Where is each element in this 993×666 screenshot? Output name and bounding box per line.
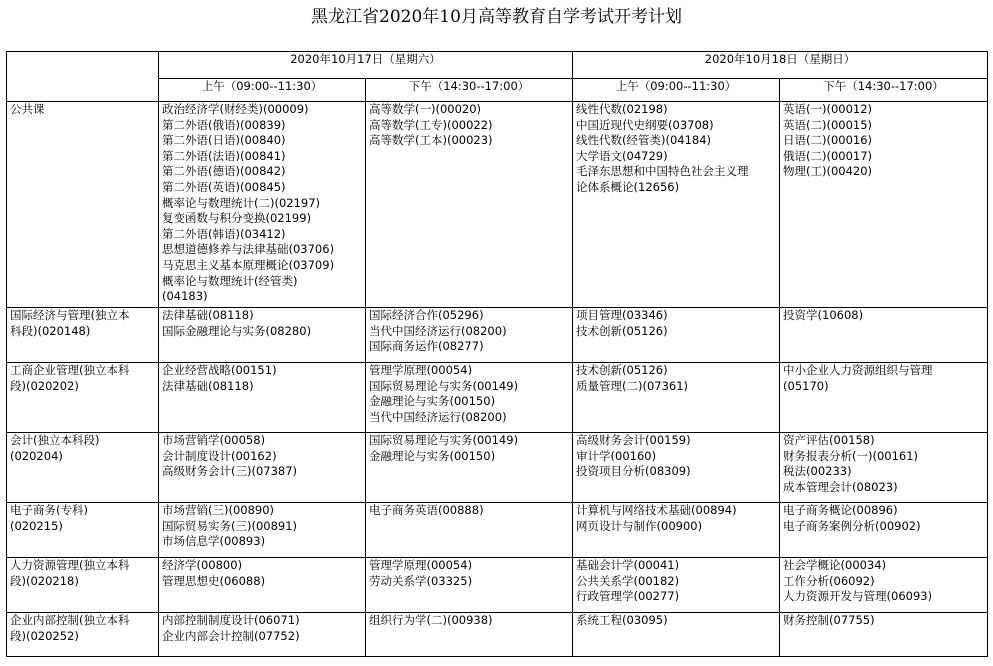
subjects-cell-day2-morning bbox=[573, 613, 780, 657]
table-row bbox=[7, 433, 988, 503]
subject-item: 电子商务案例分析(00902) bbox=[783, 518, 921, 533]
subjects-cell-day2-morning bbox=[573, 102, 780, 308]
subjects-cell-day2-morning bbox=[573, 558, 780, 613]
subject-item: 第二外语(日语)(00840) bbox=[162, 133, 286, 148]
corner-cell bbox=[7, 52, 159, 102]
subject-item: 市场营销学(00058) bbox=[162, 433, 266, 447]
subjects-cell-day2-morning bbox=[573, 503, 780, 558]
subject-item: 高等数学(工本)(00023) bbox=[369, 133, 493, 148]
table-row bbox=[7, 613, 988, 657]
subject-item: 社会学概论(00034) bbox=[783, 558, 887, 572]
subject-item: 行政管理学(00277) bbox=[576, 589, 680, 604]
subject-item: (05170) bbox=[783, 378, 829, 393]
subject-item: 系统工程(03095) bbox=[576, 613, 668, 627]
subject-item: 高等数学(一)(00020) bbox=[369, 102, 482, 116]
subjects-cell-day2-morning bbox=[573, 308, 780, 363]
subject-item: 大学语文(04729) bbox=[576, 148, 668, 163]
major-name-cell bbox=[7, 558, 159, 613]
subject-item: 组织行为学(二)(00938) bbox=[369, 613, 493, 627]
table-row bbox=[7, 308, 988, 363]
subject-item: 计算机与网络技术基础(00894) bbox=[576, 503, 737, 517]
subject-item: 中国近现代史纲要(03708) bbox=[576, 117, 714, 132]
major-name-line: 科段)(020148) bbox=[10, 323, 91, 338]
subject-item: 高级财务会计(00159) bbox=[576, 433, 691, 447]
subject-item: 项目管理(03346) bbox=[576, 308, 668, 322]
subject-item: 政治经济学(财经类)(00009) bbox=[162, 102, 309, 116]
subject-item: 思想道德修养与法律基础(03706) bbox=[162, 242, 335, 257]
session-header-day2-afternoon: 下午（14:30--17:00） bbox=[780, 79, 988, 102]
major-name-line: 国际经济与管理(独立本 bbox=[10, 308, 130, 322]
subject-item: 工作分析(06092) bbox=[783, 573, 875, 588]
subject-item: 当代中国经济运行(08200) bbox=[369, 409, 507, 424]
subject-item: 俄语(二)(00017) bbox=[783, 148, 873, 163]
subjects-cell-day2-afternoon bbox=[780, 102, 988, 308]
date-header-day1: 2020年10月17日（星期六） bbox=[159, 52, 573, 79]
subjects-cell-day1-morning bbox=[159, 102, 366, 308]
major-name-cell bbox=[7, 433, 159, 503]
subject-item: 网页设计与制作(00900) bbox=[576, 518, 703, 533]
subject-item: 金融理论与实务(00150) bbox=[369, 394, 496, 409]
subject-item: 国际贸易实务(三)(00891) bbox=[162, 518, 298, 533]
subject-item: 第二外语(韩语)(03412) bbox=[162, 226, 286, 241]
subject-item: 管理学原理(00054) bbox=[369, 558, 473, 572]
subject-item: 英语(一)(00012) bbox=[783, 102, 873, 116]
subjects-cell-day2-morning bbox=[573, 363, 780, 433]
subjects-cell-day1-afternoon bbox=[366, 558, 573, 613]
subject-item: 人力资源开发与管理(06093) bbox=[783, 589, 933, 604]
subject-item: 高级财务会计(三)(07387) bbox=[162, 464, 298, 479]
subject-item: 企业经营战略(00151) bbox=[162, 363, 277, 377]
major-name-line: 公共课 bbox=[10, 102, 45, 116]
subject-item: 审计学(00160) bbox=[576, 448, 657, 463]
subjects-cell-day1-afternoon bbox=[366, 363, 573, 433]
subjects-cell-day2-afternoon bbox=[780, 363, 988, 433]
subject-item: 论体系概论(12656) bbox=[576, 179, 680, 194]
subjects-cell-day1-morning bbox=[159, 613, 366, 657]
table-row bbox=[7, 503, 988, 558]
major-name-line: (020204) bbox=[10, 448, 63, 463]
subject-item: 第二外语(英语)(00845) bbox=[162, 179, 286, 194]
subjects-cell-day1-afternoon bbox=[366, 433, 573, 503]
subject-item: 法律基础(08118) bbox=[162, 378, 254, 393]
exam-schedule-table bbox=[6, 51, 988, 657]
table-row bbox=[7, 558, 988, 613]
major-name-cell bbox=[7, 308, 159, 363]
major-name-cell bbox=[7, 503, 159, 558]
subjects-cell-day1-morning bbox=[159, 363, 366, 433]
subject-item: 第二外语(德语)(00842) bbox=[162, 164, 286, 179]
subject-item: 财务报表分析(一)(00161) bbox=[783, 448, 919, 463]
subject-item: 技术创新(05126) bbox=[576, 363, 668, 377]
subject-item: 英语(二)(00015) bbox=[783, 117, 873, 132]
subjects-cell-day2-afternoon bbox=[780, 433, 988, 503]
subject-item: 财务控制(07755) bbox=[783, 613, 875, 627]
subject-item: 复变函数与积分变换(02199) bbox=[162, 211, 312, 226]
major-name-line: 段)(020218) bbox=[10, 573, 79, 588]
subjects-cell-day1-morning bbox=[159, 308, 366, 363]
subjects-cell-day2-afternoon bbox=[780, 613, 988, 657]
major-name-cell bbox=[7, 102, 159, 308]
major-name-line: 工商企业管理(独立本科 bbox=[10, 363, 130, 377]
major-name-line: 电子商务(专科) bbox=[10, 503, 88, 517]
subjects-cell-day1-afternoon bbox=[366, 613, 573, 657]
subject-item: 企业内部会计控制(07752) bbox=[162, 628, 300, 643]
table-row bbox=[7, 102, 988, 308]
subject-item: 国际贸易理论与实务(00149) bbox=[369, 378, 519, 393]
subject-item: 资产评估(00158) bbox=[783, 433, 875, 447]
subjects-cell-day1-afternoon bbox=[366, 308, 573, 363]
subject-item: 成本管理会计(08023) bbox=[783, 479, 898, 494]
subject-item: 国际经济合作(05296) bbox=[369, 308, 484, 322]
subjects-cell-day1-morning bbox=[159, 558, 366, 613]
subject-item: 第二外语(俄语)(00839) bbox=[162, 117, 286, 132]
subject-item: (04183) bbox=[162, 289, 208, 304]
subjects-cell-day2-afternoon bbox=[780, 558, 988, 613]
major-name-line: 段)(020252) bbox=[10, 628, 79, 643]
subject-item: 当代中国经济运行(08200) bbox=[369, 323, 507, 338]
subject-item: 税法(00233) bbox=[783, 464, 852, 479]
subject-item: 国际金融理论与实务(08280) bbox=[162, 323, 312, 338]
subject-item: 管理学原理(00054) bbox=[369, 363, 473, 377]
subject-item: 电子商务英语(00888) bbox=[369, 503, 484, 517]
subject-item: 马克思主义基本原理概论(03709) bbox=[162, 257, 335, 272]
subject-item: 质量管理(二)(07361) bbox=[576, 378, 689, 393]
subject-item: 内部控制制度设计(06071) bbox=[162, 613, 300, 627]
date-header-day2: 2020年10月18日（星期日） bbox=[573, 52, 988, 79]
subject-item: 基础会计学(00041) bbox=[576, 558, 680, 572]
major-name-line: 企业内部控制(独立本科 bbox=[10, 613, 130, 627]
session-header-day1-morning: 上午（09:00--11:30） bbox=[159, 79, 366, 102]
subject-item: 电子商务概论(00896) bbox=[783, 503, 898, 517]
subject-item: 国际贸易理论与实务(00149) bbox=[369, 433, 519, 447]
major-name-cell bbox=[7, 363, 159, 433]
subject-item: 线性代数(02198) bbox=[576, 102, 668, 116]
subject-item: 第二外语(法语)(00841) bbox=[162, 148, 286, 163]
subject-item: 投资项目分析(08309) bbox=[576, 464, 691, 479]
subject-item: 劳动关系学(03325) bbox=[369, 573, 473, 588]
subject-item: 市场营销(三)(00890) bbox=[162, 503, 275, 517]
subject-item: 毛泽东思想和中国特色社会主义理 bbox=[576, 164, 749, 179]
subject-item: 中小企业人力资源组织与管理 bbox=[783, 363, 933, 377]
subject-item: 经济学(00800) bbox=[162, 558, 243, 572]
subject-item: 市场信息学(00893) bbox=[162, 534, 266, 549]
subject-item: 概率论与数理统计(经管类) bbox=[162, 273, 298, 288]
major-name-line: 段)(020202) bbox=[10, 378, 79, 393]
subject-item: 管理思想史(06088) bbox=[162, 573, 266, 588]
session-header-day2-morning: 上午（09:00--11:30） bbox=[573, 79, 780, 102]
subjects-cell-day1-morning bbox=[159, 433, 366, 503]
subject-item: 概率论与数理统计(二)(02197) bbox=[162, 195, 321, 210]
subject-item: 会计制度设计(00162) bbox=[162, 448, 277, 463]
subjects-cell-day2-afternoon bbox=[780, 308, 988, 363]
subject-item: 高等数学(工专)(00022) bbox=[369, 117, 493, 132]
subject-item: 物理(工)(00420) bbox=[783, 164, 873, 179]
subject-item: 金融理论与实务(00150) bbox=[369, 448, 496, 463]
subject-item: 线性代数(经管类)(04184) bbox=[576, 133, 712, 148]
session-header-day1-afternoon: 下午（14:30--17:00） bbox=[366, 79, 573, 102]
date-header-row bbox=[7, 52, 988, 79]
subjects-cell-day2-afternoon bbox=[780, 503, 988, 558]
subject-item: 国际商务运作(08277) bbox=[369, 339, 484, 354]
subjects-cell-day1-morning bbox=[159, 503, 366, 558]
subject-item: 投资学(10608) bbox=[783, 308, 864, 322]
subjects-cell-day1-afternoon bbox=[366, 503, 573, 558]
major-name-line: 会计(独立本科段) bbox=[10, 433, 100, 447]
subject-item: 法律基础(08118) bbox=[162, 308, 254, 322]
major-name-line: (020215) bbox=[10, 518, 63, 533]
page-title: 黑龙江省2020年10月高等教育自学考试开考计划 bbox=[311, 7, 682, 27]
major-name-line: 人力资源管理(独立本科 bbox=[10, 558, 130, 572]
subjects-cell-day2-morning bbox=[573, 433, 780, 503]
subjects-cell-day1-afternoon bbox=[366, 102, 573, 308]
table-row bbox=[7, 363, 988, 433]
subject-item: 日语(二)(00016) bbox=[783, 133, 873, 148]
subject-item: 技术创新(05126) bbox=[576, 323, 668, 338]
major-name-cell bbox=[7, 613, 159, 657]
subject-item: 公共关系学(00182) bbox=[576, 573, 680, 588]
